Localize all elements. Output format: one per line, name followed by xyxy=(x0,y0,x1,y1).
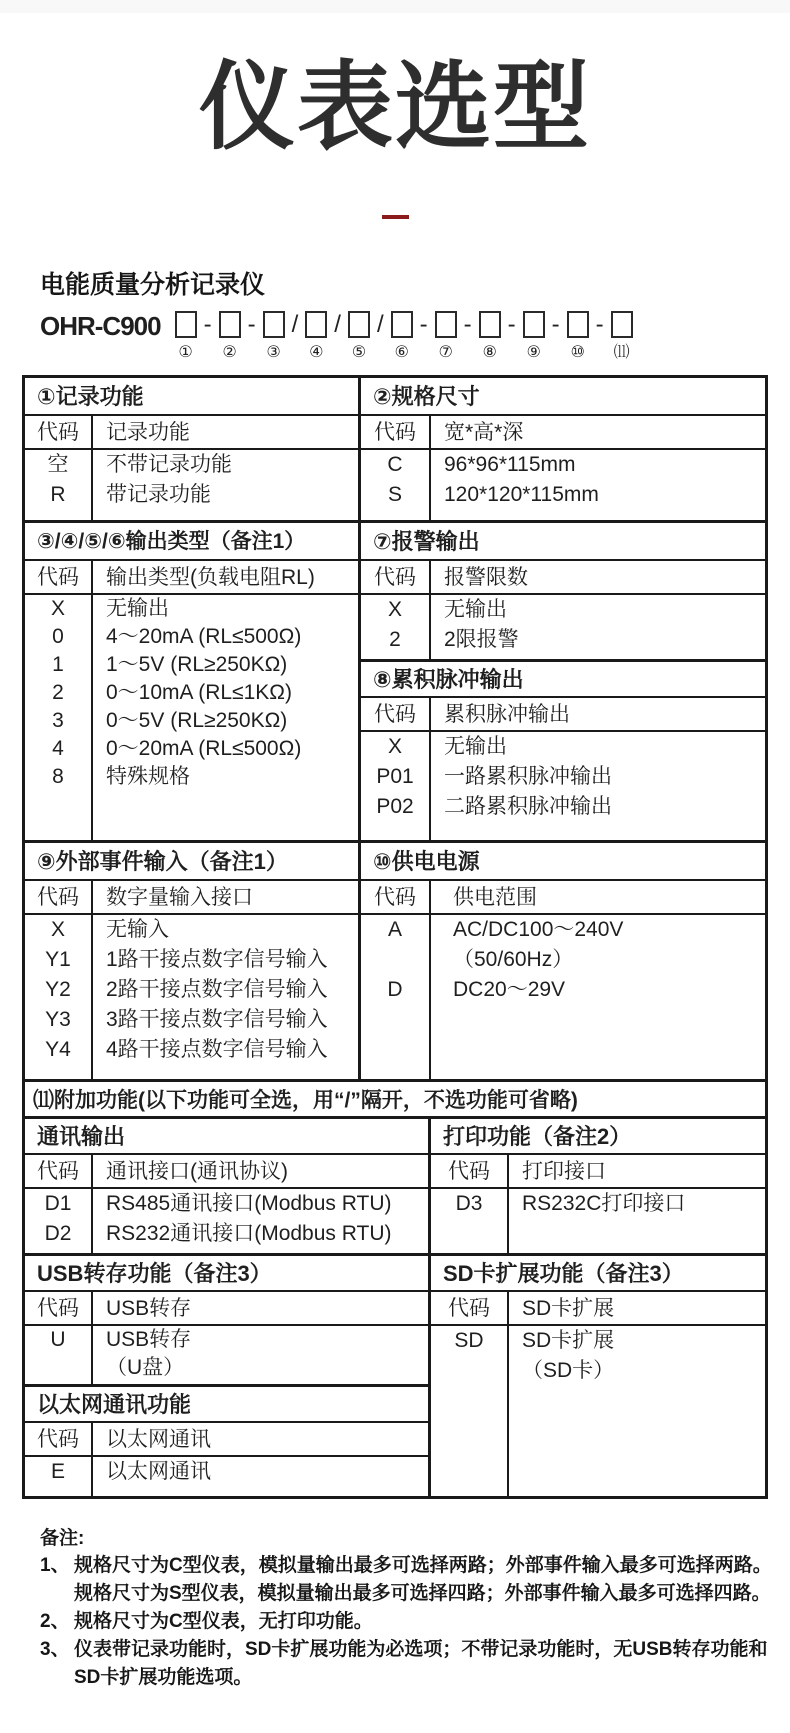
model-position-number: ③ xyxy=(266,343,281,361)
code-value: 1 xyxy=(52,652,64,676)
note-text: 规格尺寸为S型仪表，模拟量输出最多可选择四路；外部事件输入最多可选择四路。 xyxy=(74,1582,771,1604)
code-value: 3 xyxy=(52,708,64,732)
code-value: 8 xyxy=(52,764,64,788)
section-print xyxy=(431,1119,765,1253)
model-code-box xyxy=(263,311,285,338)
desc-value: 1路干接点数字信号输入 xyxy=(106,947,328,971)
desc-header: 通讯接口(通讯协议) xyxy=(106,1159,288,1183)
code-header: 代码 xyxy=(25,561,93,593)
code-value: 4 xyxy=(52,736,64,760)
section-ethernet xyxy=(25,1384,428,1496)
header-row xyxy=(25,561,358,595)
model-position-9 xyxy=(523,311,545,361)
note-text: 仪表带记录功能时，SD卡扩展功能为必选项；不带记录功能时，无USB转存功能和 xyxy=(74,1638,768,1660)
model-position-1 xyxy=(175,311,197,361)
desc-value: 1～5V (RL≥250KΩ) xyxy=(106,652,288,676)
desc-value: （50/60Hz） xyxy=(453,947,574,971)
section-size xyxy=(361,378,765,520)
model-separator: - xyxy=(507,310,516,338)
desc-value: 二路累积脉冲输出 xyxy=(444,794,612,818)
desc-value: 0～20mA (RL≤500Ω) xyxy=(106,736,302,760)
desc-value: （U盘） xyxy=(106,1355,185,1379)
code-header: 代码 xyxy=(361,561,431,593)
note-item-3 xyxy=(40,1636,790,1692)
desc-value: 无输入 xyxy=(106,917,169,941)
section-title: ⑩供电电源 xyxy=(361,843,765,881)
desc-value: RS485通讯接口(Modbus RTU) xyxy=(106,1191,392,1215)
section-body xyxy=(25,915,358,1079)
code-value: D2 xyxy=(44,1221,72,1245)
code-value: E xyxy=(50,1459,65,1483)
product-name: 电能质量分析记录仪 xyxy=(40,270,266,299)
section-body xyxy=(431,1326,765,1496)
model-separator: / xyxy=(291,310,299,338)
model-code-box xyxy=(523,311,545,338)
section-body xyxy=(361,450,765,520)
desc-value: 一路累积脉冲输出 xyxy=(444,764,612,788)
section-title: ⑧累积脉冲输出 xyxy=(361,662,765,698)
code-value: 2 xyxy=(52,680,64,704)
desc-value: （SD卡） xyxy=(522,1358,615,1382)
header-row xyxy=(25,1292,428,1326)
desc-value: 无输出 xyxy=(106,596,169,620)
model-position-6 xyxy=(391,311,413,361)
model-position-number: ⑦ xyxy=(438,343,453,361)
note-item-2 xyxy=(40,1608,790,1636)
code-value: 0 xyxy=(52,624,64,648)
code-value: D xyxy=(387,977,403,1001)
model-position-number: ⑧ xyxy=(482,343,497,361)
section-alarm-output xyxy=(361,523,765,659)
desc-value: 带记录功能 xyxy=(106,482,211,506)
code-value: 2 xyxy=(389,627,401,651)
code-header: 代码 xyxy=(25,1292,93,1324)
note-text: SD卡扩展功能选项。 xyxy=(74,1666,253,1688)
model-code-box xyxy=(567,311,589,338)
code-value: S xyxy=(387,482,402,506)
section-comm-output xyxy=(25,1119,428,1253)
section-sd-card xyxy=(431,1253,765,1496)
model-code-box xyxy=(611,311,633,338)
section-pulse-output xyxy=(361,659,765,840)
model-position-number: ② xyxy=(222,343,237,361)
section-body xyxy=(25,1326,428,1384)
desc-value: 4～20mA (RL≤500Ω) xyxy=(106,624,302,648)
band-output-alarm xyxy=(25,520,765,840)
section-output-type xyxy=(25,523,358,840)
desc-header: 记录功能 xyxy=(106,420,190,444)
code-header: 代码 xyxy=(431,1155,509,1187)
model-separator: - xyxy=(463,310,472,338)
model-separator: - xyxy=(247,310,256,338)
code-value: R xyxy=(50,482,66,506)
desc-header: 宽*高*深 xyxy=(444,420,524,444)
section-record-function xyxy=(25,378,358,520)
model-position-number: ④ xyxy=(309,343,324,361)
model-code-box xyxy=(305,311,327,338)
note-item-1 xyxy=(40,1552,790,1608)
header-row xyxy=(361,698,765,732)
header-row xyxy=(361,561,765,595)
desc-header: SD卡扩展 xyxy=(522,1296,615,1320)
section-title: ⑦报警输出 xyxy=(361,523,765,561)
top-strip xyxy=(0,0,790,13)
section-body xyxy=(361,732,765,840)
note-text: 规格尺寸为C型仪表，模拟量输出最多可选择两路；外部事件输入最多可选择两路。 xyxy=(74,1554,772,1576)
note-text: 规格尺寸为C型仪表，无打印功能。 xyxy=(74,1610,373,1632)
model-position-number: ⑤ xyxy=(351,343,367,361)
notes-label: 备注: xyxy=(40,1527,85,1549)
code-header: 代码 xyxy=(25,416,93,448)
desc-value: 不带记录功能 xyxy=(106,452,232,476)
model-separator: - xyxy=(419,310,428,338)
header-row xyxy=(431,1292,765,1326)
code-value: X xyxy=(50,596,65,620)
code-value: X xyxy=(387,597,402,621)
model-position-2 xyxy=(219,311,241,361)
desc-value: 2路干接点数字信号输入 xyxy=(106,977,328,1001)
model-code-box xyxy=(435,311,457,338)
code-value: D3 xyxy=(455,1191,483,1215)
desc-value: RS232通讯接口(Modbus RTU) xyxy=(106,1221,392,1245)
model-separator: / xyxy=(334,310,341,338)
section-title: ⑨外部事件输入（备注1） xyxy=(25,843,358,881)
desc-header: 供电范围 xyxy=(453,885,537,909)
page-title: 仪表选型 xyxy=(199,54,591,161)
model-code-box xyxy=(219,311,241,338)
title-accent-dash xyxy=(382,215,409,219)
model-position-number: ⑥ xyxy=(394,343,409,361)
note-number: 1、 xyxy=(40,1554,70,1576)
desc-value: 无输出 xyxy=(444,597,507,621)
section-body xyxy=(25,450,358,520)
code-value: X xyxy=(387,734,402,758)
model-separator: - xyxy=(595,310,604,338)
header-row xyxy=(25,416,358,450)
code-value: P02 xyxy=(376,794,414,818)
model-position-5 xyxy=(348,311,370,361)
desc-header: USB转存 xyxy=(106,1296,192,1320)
code-header: 代码 xyxy=(361,416,431,448)
note-number: 2、 xyxy=(40,1610,70,1632)
section-body xyxy=(25,1457,428,1496)
selection-table xyxy=(22,375,768,1499)
section-title: ③/④/⑤/⑥输出类型（备注1） xyxy=(25,523,358,561)
desc-value: 0～10mA (RL≤1KΩ) xyxy=(106,680,292,704)
section-title: 通讯输出 xyxy=(25,1119,428,1155)
section-title: 打印功能（备注2） xyxy=(431,1119,765,1155)
desc-value: 4路干接点数字信号输入 xyxy=(106,1037,328,1061)
section-event-input xyxy=(25,843,358,1079)
model-position-11 xyxy=(611,311,633,361)
code-header: 代码 xyxy=(25,1155,93,1187)
band-additional-header xyxy=(25,1079,765,1116)
section-usb-transfer xyxy=(25,1253,428,1384)
section-body xyxy=(431,1189,765,1253)
code-value: Y1 xyxy=(45,947,71,971)
header-row xyxy=(25,1155,428,1189)
code-value: Y4 xyxy=(45,1037,71,1061)
note-number: 3、 xyxy=(40,1638,70,1660)
code-value: P01 xyxy=(376,764,414,788)
section-body xyxy=(361,595,765,659)
code-header: 代码 xyxy=(361,698,431,730)
code-value: SD xyxy=(454,1328,484,1352)
section-title: ②规格尺寸 xyxy=(361,378,765,416)
section-title: USB转存功能（备注3） xyxy=(25,1256,428,1292)
model-position-3 xyxy=(263,311,285,361)
code-header: 代码 xyxy=(361,881,431,913)
desc-value: RS232C打印接口 xyxy=(522,1191,686,1215)
header-row xyxy=(361,881,765,915)
model-code-box xyxy=(175,311,197,338)
model-position-7 xyxy=(435,311,457,361)
model-separator: - xyxy=(203,310,212,338)
desc-header: 报警限数 xyxy=(444,565,528,589)
model-position-number: ⑨ xyxy=(526,343,541,361)
band-record-size xyxy=(25,378,765,520)
band-event-power xyxy=(25,840,765,1079)
notes xyxy=(40,1525,790,1692)
model-position-number: ⑩ xyxy=(570,343,585,361)
desc-header: 累积脉冲输出 xyxy=(444,702,570,726)
code-value: X xyxy=(50,917,65,941)
section-body xyxy=(361,915,765,1079)
desc-value: 3路干接点数字信号输入 xyxy=(106,1007,328,1031)
code-value: A xyxy=(387,917,402,941)
code-header: 代码 xyxy=(431,1292,509,1324)
model-separator: / xyxy=(376,310,384,338)
model-code-box xyxy=(479,311,501,338)
model-code-box xyxy=(348,311,370,338)
desc-value: DC20～29V xyxy=(453,977,566,1001)
header-row xyxy=(361,416,765,450)
code-value: C xyxy=(387,452,403,476)
model-position-10 xyxy=(567,311,589,361)
section-title: SD卡扩展功能（备注3） xyxy=(431,1256,765,1292)
desc-value: 2限报警 xyxy=(444,627,519,651)
desc-value: 120*120*115mm xyxy=(444,482,599,506)
header-row xyxy=(25,1423,428,1457)
desc-value: 0～5V (RL≥250KΩ) xyxy=(106,708,288,732)
desc-value: AC/DC100～240V xyxy=(453,917,624,941)
desc-value: 特殊规格 xyxy=(106,764,190,788)
desc-value: 以太网通讯 xyxy=(106,1459,211,1483)
code-value: U xyxy=(50,1327,66,1351)
model-code-box xyxy=(391,311,413,338)
model-ordering-code xyxy=(40,311,790,361)
code-header: 代码 xyxy=(25,881,93,913)
desc-value: SD卡扩展 xyxy=(522,1328,615,1352)
code-value: 空 xyxy=(47,452,69,476)
model-prefix: OHR-C900 xyxy=(40,310,161,341)
code-value: Y2 xyxy=(45,977,71,1001)
header-row xyxy=(431,1155,765,1189)
desc-value: USB转存 xyxy=(106,1327,192,1351)
desc-header: 以太网通讯 xyxy=(106,1427,211,1451)
model-position-8 xyxy=(479,311,501,361)
model-position-4 xyxy=(305,311,327,361)
model-separator: - xyxy=(551,310,560,338)
band-additional-options xyxy=(25,1116,765,1496)
header-row xyxy=(25,881,358,915)
code-value: D1 xyxy=(44,1191,72,1215)
desc-header: 打印接口 xyxy=(522,1159,606,1183)
desc-value: 96*96*115mm xyxy=(444,452,576,476)
section-title-additional: ⑾附加功能(以下功能可全选，用“/”隔开，不选功能可省略) xyxy=(33,1088,578,1112)
code-header: 代码 xyxy=(25,1423,93,1455)
section-body xyxy=(25,1189,428,1253)
section-title: 以太网通讯功能 xyxy=(25,1387,428,1423)
section-title: ①记录功能 xyxy=(25,378,358,416)
model-position-number: ① xyxy=(178,343,193,361)
section-power-supply xyxy=(361,843,765,1079)
desc-value: 无输出 xyxy=(444,734,507,758)
model-position-number: ⑾ xyxy=(613,343,630,361)
section-body xyxy=(25,595,358,840)
desc-header: 数字量输入接口 xyxy=(106,885,253,909)
desc-header: 输出类型(负载电阻RL) xyxy=(106,565,315,589)
code-value: Y3 xyxy=(45,1007,71,1031)
